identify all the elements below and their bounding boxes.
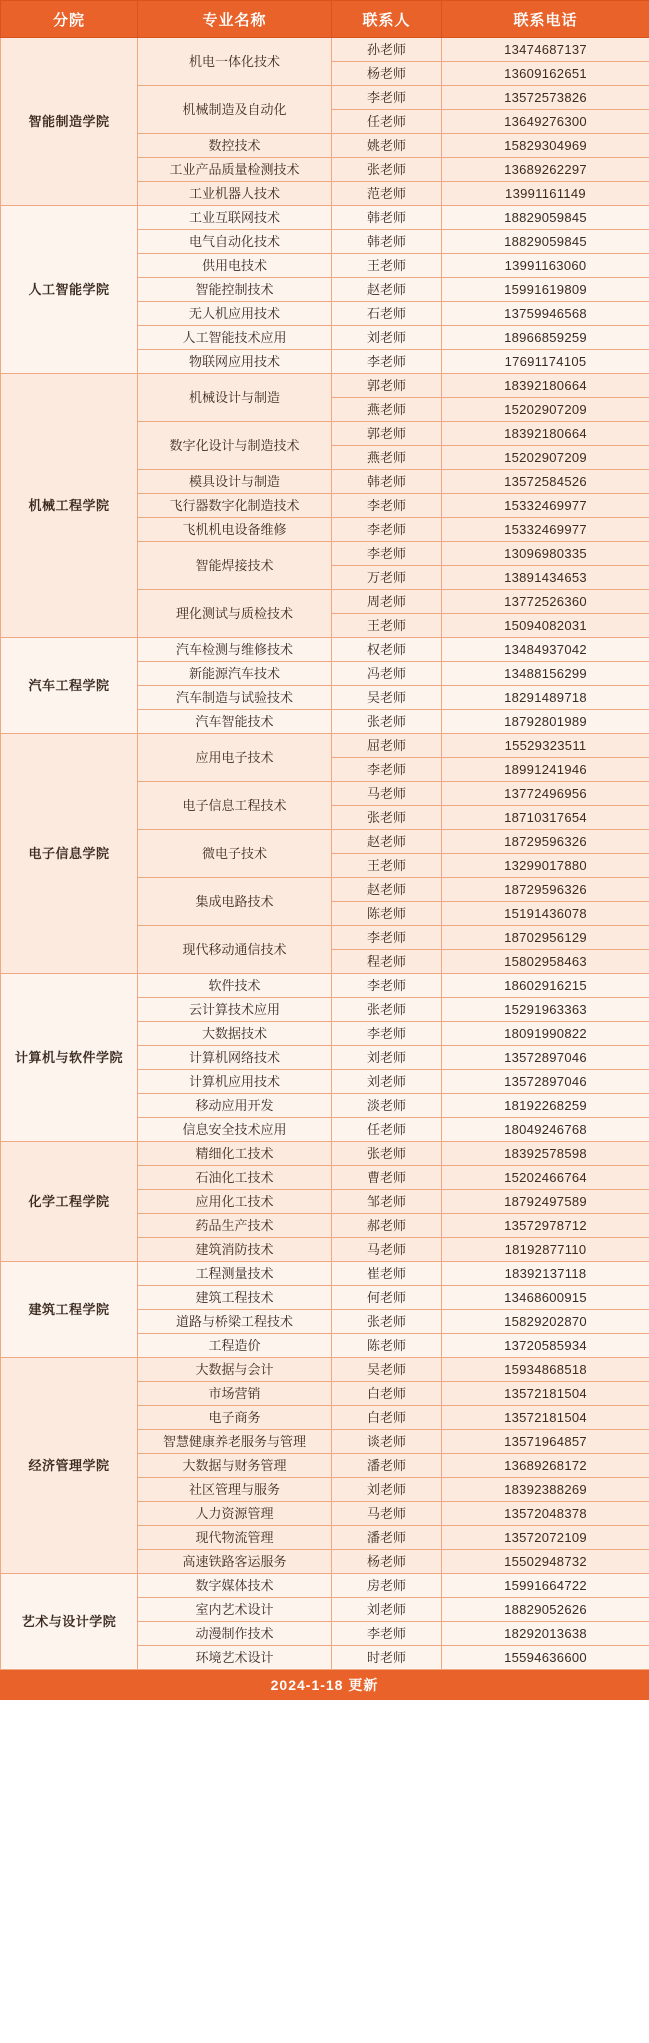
contact-phone-cell: 18829052626 (442, 1598, 649, 1622)
contact-person-cell: 韩老师 (332, 230, 442, 254)
major-name-cell: 数字化设计与制造技术 (138, 422, 332, 470)
update-date-footer: 2024-1-18 更新 (0, 1670, 649, 1700)
major-name-cell: 社区管理与服务 (138, 1478, 332, 1502)
contact-phone-cell: 15594636600 (442, 1646, 649, 1670)
contact-phone-cell: 15202907209 (442, 446, 649, 470)
contact-person-cell: 张老师 (332, 1142, 442, 1166)
contact-phone-cell: 13991163060 (442, 254, 649, 278)
table-row (1, 638, 649, 662)
table-header-row (1, 1, 649, 38)
major-name-cell: 电气自动化技术 (138, 230, 332, 254)
contact-person-cell: 淡老师 (332, 1094, 442, 1118)
department-name-cell: 汽车工程学院 (1, 638, 138, 734)
table-row (1, 374, 649, 398)
major-name-cell: 人工智能技术应用 (138, 326, 332, 350)
major-name-cell: 大数据与财务管理 (138, 1454, 332, 1478)
contact-person-cell: 万老师 (332, 566, 442, 590)
major-name-cell: 汽车制造与试验技术 (138, 686, 332, 710)
contact-person-cell: 马老师 (332, 1502, 442, 1526)
major-name-cell: 石油化工技术 (138, 1166, 332, 1190)
department-name-cell: 经济管理学院 (1, 1358, 138, 1574)
contact-person-cell: 郭老师 (332, 374, 442, 398)
major-name-cell: 机械制造及自动化 (138, 86, 332, 134)
contact-phone-cell: 13772496956 (442, 782, 649, 806)
contact-phone-cell: 18392578598 (442, 1142, 649, 1166)
contact-person-cell: 李老师 (332, 518, 442, 542)
department-name-cell: 人工智能学院 (1, 206, 138, 374)
contact-phone-cell: 13891434653 (442, 566, 649, 590)
contact-person-cell: 邹老师 (332, 1190, 442, 1214)
contact-person-cell: 韩老师 (332, 206, 442, 230)
contact-person-cell: 潘老师 (332, 1526, 442, 1550)
contact-person-cell: 周老师 (332, 590, 442, 614)
major-name-cell: 计算机应用技术 (138, 1070, 332, 1094)
major-name-cell: 工业产品质量检测技术 (138, 158, 332, 182)
contact-phone-cell: 15991619809 (442, 278, 649, 302)
contact-phone-cell: 18602916215 (442, 974, 649, 998)
table-row (1, 1142, 649, 1166)
contact-phone-cell: 13572897046 (442, 1046, 649, 1070)
contact-person-cell: 李老师 (332, 1022, 442, 1046)
major-name-cell: 移动应用开发 (138, 1094, 332, 1118)
contact-person-cell: 陈老师 (332, 1334, 442, 1358)
major-name-cell: 供用电技术 (138, 254, 332, 278)
contact-phone-cell: 18829059845 (442, 206, 649, 230)
major-name-cell: 药品生产技术 (138, 1214, 332, 1238)
contact-phone-cell: 13991161149 (442, 182, 649, 206)
contact-person-cell: 范老师 (332, 182, 442, 206)
contact-phone-cell: 18392180664 (442, 422, 649, 446)
contact-phone-cell: 18091990822 (442, 1022, 649, 1046)
contact-phone-cell: 18392137118 (442, 1262, 649, 1286)
contact-phone-cell: 18702956129 (442, 926, 649, 950)
contact-person-cell: 李老师 (332, 542, 442, 566)
contact-phone-cell: 18829059845 (442, 230, 649, 254)
contact-person-cell: 刘老师 (332, 1478, 442, 1502)
contact-person-cell: 房老师 (332, 1574, 442, 1598)
contact-person-cell: 李老师 (332, 926, 442, 950)
contact-phone-cell: 18291489718 (442, 686, 649, 710)
major-name-cell: 模具设计与制造 (138, 470, 332, 494)
table-row (1, 38, 649, 62)
contact-person-cell: 王老师 (332, 614, 442, 638)
contact-person-cell: 郭老师 (332, 422, 442, 446)
major-name-cell: 大数据与会计 (138, 1358, 332, 1382)
department-name-cell: 机械工程学院 (1, 374, 138, 638)
contact-person-cell: 韩老师 (332, 470, 442, 494)
major-name-cell: 集成电路技术 (138, 878, 332, 926)
contact-person-cell: 王老师 (332, 854, 442, 878)
contact-person-cell: 李老师 (332, 86, 442, 110)
contact-phone-cell: 18991241946 (442, 758, 649, 782)
contact-phone-cell: 13572897046 (442, 1070, 649, 1094)
contact-phone-cell: 18792497589 (442, 1190, 649, 1214)
contact-person-cell: 李老师 (332, 974, 442, 998)
major-name-cell: 机械设计与制造 (138, 374, 332, 422)
major-name-cell: 建筑工程技术 (138, 1286, 332, 1310)
contact-phone-cell: 13572048378 (442, 1502, 649, 1526)
contact-phone-cell: 15332469977 (442, 518, 649, 542)
contact-phone-cell: 18792801989 (442, 710, 649, 734)
major-name-cell: 微电子技术 (138, 830, 332, 878)
contact-person-cell: 任老师 (332, 1118, 442, 1142)
major-name-cell: 理化测试与质检技术 (138, 590, 332, 638)
contact-person-cell: 燕老师 (332, 446, 442, 470)
contact-person-cell: 李老师 (332, 1622, 442, 1646)
contact-person-cell: 刘老师 (332, 1046, 442, 1070)
contact-phone-cell: 15202907209 (442, 398, 649, 422)
major-name-cell: 工程造价 (138, 1334, 332, 1358)
contact-phone-cell: 13299017880 (442, 854, 649, 878)
major-name-cell: 大数据技术 (138, 1022, 332, 1046)
major-name-cell: 人力资源管理 (138, 1502, 332, 1526)
contact-person-cell: 权老师 (332, 638, 442, 662)
contact-person-cell: 杨老师 (332, 1550, 442, 1574)
contact-phone-cell: 18392180664 (442, 374, 649, 398)
contact-person-cell: 任老师 (332, 110, 442, 134)
major-name-cell: 汽车智能技术 (138, 710, 332, 734)
major-name-cell: 市场营销 (138, 1382, 332, 1406)
table-row (1, 974, 649, 998)
major-name-cell: 计算机网络技术 (138, 1046, 332, 1070)
contact-phone-cell: 15991664722 (442, 1574, 649, 1598)
column-header-contact-phone: 联系电话 (442, 1, 649, 38)
major-name-cell: 电子信息工程技术 (138, 782, 332, 830)
contact-person-cell: 王老师 (332, 254, 442, 278)
contact-phone-cell: 13484937042 (442, 638, 649, 662)
contact-phone-cell: 15291963363 (442, 998, 649, 1022)
major-name-cell: 汽车检测与维修技术 (138, 638, 332, 662)
contact-phone-cell: 13572072109 (442, 1526, 649, 1550)
contact-person-cell: 程老师 (332, 950, 442, 974)
contact-phone-cell: 15802958463 (442, 950, 649, 974)
table-header (1, 1, 649, 38)
contact-person-cell: 赵老师 (332, 830, 442, 854)
contact-person-cell: 张老师 (332, 710, 442, 734)
major-name-cell: 智慧健康养老服务与管理 (138, 1430, 332, 1454)
major-name-cell: 现代物流管理 (138, 1526, 332, 1550)
contact-phone-cell: 13572978712 (442, 1214, 649, 1238)
major-name-cell: 新能源汽车技术 (138, 662, 332, 686)
contact-person-cell: 屈老师 (332, 734, 442, 758)
department-name-cell: 艺术与设计学院 (1, 1574, 138, 1670)
contact-phone-cell: 15191436078 (442, 902, 649, 926)
contact-person-cell: 郝老师 (332, 1214, 442, 1238)
major-name-cell: 软件技术 (138, 974, 332, 998)
contact-phone-cell: 15529323511 (442, 734, 649, 758)
major-name-cell: 智能焊接技术 (138, 542, 332, 590)
contact-person-cell: 马老师 (332, 1238, 442, 1262)
contact-phone-cell: 18192268259 (442, 1094, 649, 1118)
column-header-contact-person: 联系人 (332, 1, 442, 38)
contact-person-cell: 张老师 (332, 1310, 442, 1334)
contact-phone-cell: 18292013638 (442, 1622, 649, 1646)
contact-phone-cell: 18710317654 (442, 806, 649, 830)
contact-person-cell: 潘老师 (332, 1454, 442, 1478)
contact-phone-cell: 18966859259 (442, 326, 649, 350)
contact-person-cell: 李老师 (332, 350, 442, 374)
contact-phone-cell: 15829304969 (442, 134, 649, 158)
contact-phone-cell: 13468600915 (442, 1286, 649, 1310)
major-name-cell: 数字媒体技术 (138, 1574, 332, 1598)
contact-phone-cell: 13689262297 (442, 158, 649, 182)
major-name-cell: 工程测量技术 (138, 1262, 332, 1286)
contact-phone-cell: 15502948732 (442, 1550, 649, 1574)
contact-phone-cell: 18729596326 (442, 830, 649, 854)
contact-phone-cell: 13474687137 (442, 38, 649, 62)
major-name-cell: 飞机机电设备维修 (138, 518, 332, 542)
major-name-cell: 动漫制作技术 (138, 1622, 332, 1646)
table-body (1, 38, 649, 1670)
contact-phone-cell: 18192877110 (442, 1238, 649, 1262)
contact-person-cell: 李老师 (332, 494, 442, 518)
contact-phone-cell: 13572181504 (442, 1406, 649, 1430)
contact-phone-cell: 18392388269 (442, 1478, 649, 1502)
contact-person-cell: 姚老师 (332, 134, 442, 158)
contact-person-cell: 石老师 (332, 302, 442, 326)
major-name-cell: 室内艺术设计 (138, 1598, 332, 1622)
contact-phone-cell: 13488156299 (442, 662, 649, 686)
major-name-cell: 道路与桥梁工程技术 (138, 1310, 332, 1334)
major-name-cell: 精细化工技术 (138, 1142, 332, 1166)
contact-phone-cell: 13096980335 (442, 542, 649, 566)
department-name-cell: 建筑工程学院 (1, 1262, 138, 1358)
contact-person-cell: 李老师 (332, 758, 442, 782)
major-name-cell: 现代移动通信技术 (138, 926, 332, 974)
table-row (1, 1574, 649, 1598)
major-name-cell: 物联网应用技术 (138, 350, 332, 374)
contact-person-cell: 陈老师 (332, 902, 442, 926)
major-name-cell: 云计算技术应用 (138, 998, 332, 1022)
department-name-cell: 化学工程学院 (1, 1142, 138, 1262)
contact-phone-cell: 13572181504 (442, 1382, 649, 1406)
contact-person-cell: 张老师 (332, 158, 442, 182)
contact-phone-cell: 15829202870 (442, 1310, 649, 1334)
contact-person-cell: 白老师 (332, 1382, 442, 1406)
contact-phone-cell: 13649276300 (442, 110, 649, 134)
major-name-cell: 应用电子技术 (138, 734, 332, 782)
contact-phone-cell: 13571964857 (442, 1430, 649, 1454)
major-name-cell: 无人机应用技术 (138, 302, 332, 326)
table-row (1, 1262, 649, 1286)
contact-person-cell: 刘老师 (332, 326, 442, 350)
contact-phone-cell: 15094082031 (442, 614, 649, 638)
contact-phone-cell: 15202466764 (442, 1166, 649, 1190)
contact-person-cell: 白老师 (332, 1406, 442, 1430)
contact-phone-cell: 13609162651 (442, 62, 649, 86)
contact-person-cell: 孙老师 (332, 38, 442, 62)
table-row (1, 734, 649, 758)
department-name-cell: 智能制造学院 (1, 38, 138, 206)
contact-person-cell: 张老师 (332, 806, 442, 830)
contact-person-cell: 马老师 (332, 782, 442, 806)
major-name-cell: 信息安全技术应用 (138, 1118, 332, 1142)
contact-person-cell: 吴老师 (332, 686, 442, 710)
major-name-cell: 工业机器人技术 (138, 182, 332, 206)
contact-person-cell: 张老师 (332, 998, 442, 1022)
major-name-cell: 飞行器数字化制造技术 (138, 494, 332, 518)
contact-phone-cell: 13572584526 (442, 470, 649, 494)
contact-phone-cell: 15332469977 (442, 494, 649, 518)
contact-person-cell: 曹老师 (332, 1166, 442, 1190)
contact-phone-cell: 18729596326 (442, 878, 649, 902)
major-name-cell: 工业互联网技术 (138, 206, 332, 230)
major-name-cell: 建筑消防技术 (138, 1238, 332, 1262)
contact-phone-cell: 17691174105 (442, 350, 649, 374)
major-name-cell: 高速铁路客运服务 (138, 1550, 332, 1574)
contact-person-cell: 赵老师 (332, 278, 442, 302)
major-name-cell: 数控技术 (138, 134, 332, 158)
contact-person-cell: 谈老师 (332, 1430, 442, 1454)
contact-person-cell: 崔老师 (332, 1262, 442, 1286)
contact-person-cell: 刘老师 (332, 1070, 442, 1094)
contact-person-cell: 杨老师 (332, 62, 442, 86)
contact-person-cell: 燕老师 (332, 398, 442, 422)
column-header-department: 分院 (1, 1, 138, 38)
contact-phone-cell: 13689268172 (442, 1454, 649, 1478)
contact-person-cell: 时老师 (332, 1646, 442, 1670)
contact-phone-cell: 15934868518 (442, 1358, 649, 1382)
department-name-cell: 计算机与软件学院 (1, 974, 138, 1142)
department-name-cell: 电子信息学院 (1, 734, 138, 974)
contact-person-cell: 刘老师 (332, 1598, 442, 1622)
major-name-cell: 智能控制技术 (138, 278, 332, 302)
major-name-cell: 机电一体化技术 (138, 38, 332, 86)
contact-phone-cell: 13720585934 (442, 1334, 649, 1358)
major-name-cell: 应用化工技术 (138, 1190, 332, 1214)
contact-phone-cell: 18049246768 (442, 1118, 649, 1142)
contact-person-cell: 赵老师 (332, 878, 442, 902)
contact-person-cell: 冯老师 (332, 662, 442, 686)
contact-phone-cell: 13759946568 (442, 302, 649, 326)
column-header-major: 专业名称 (138, 1, 332, 38)
contact-phone-cell: 13772526360 (442, 590, 649, 614)
contact-person-cell: 何老师 (332, 1286, 442, 1310)
contact-phone-cell: 13572573826 (442, 86, 649, 110)
major-name-cell: 环境艺术设计 (138, 1646, 332, 1670)
table-row (1, 1358, 649, 1382)
contact-person-cell: 吴老师 (332, 1358, 442, 1382)
major-name-cell: 电子商务 (138, 1406, 332, 1430)
table-row (1, 206, 649, 230)
